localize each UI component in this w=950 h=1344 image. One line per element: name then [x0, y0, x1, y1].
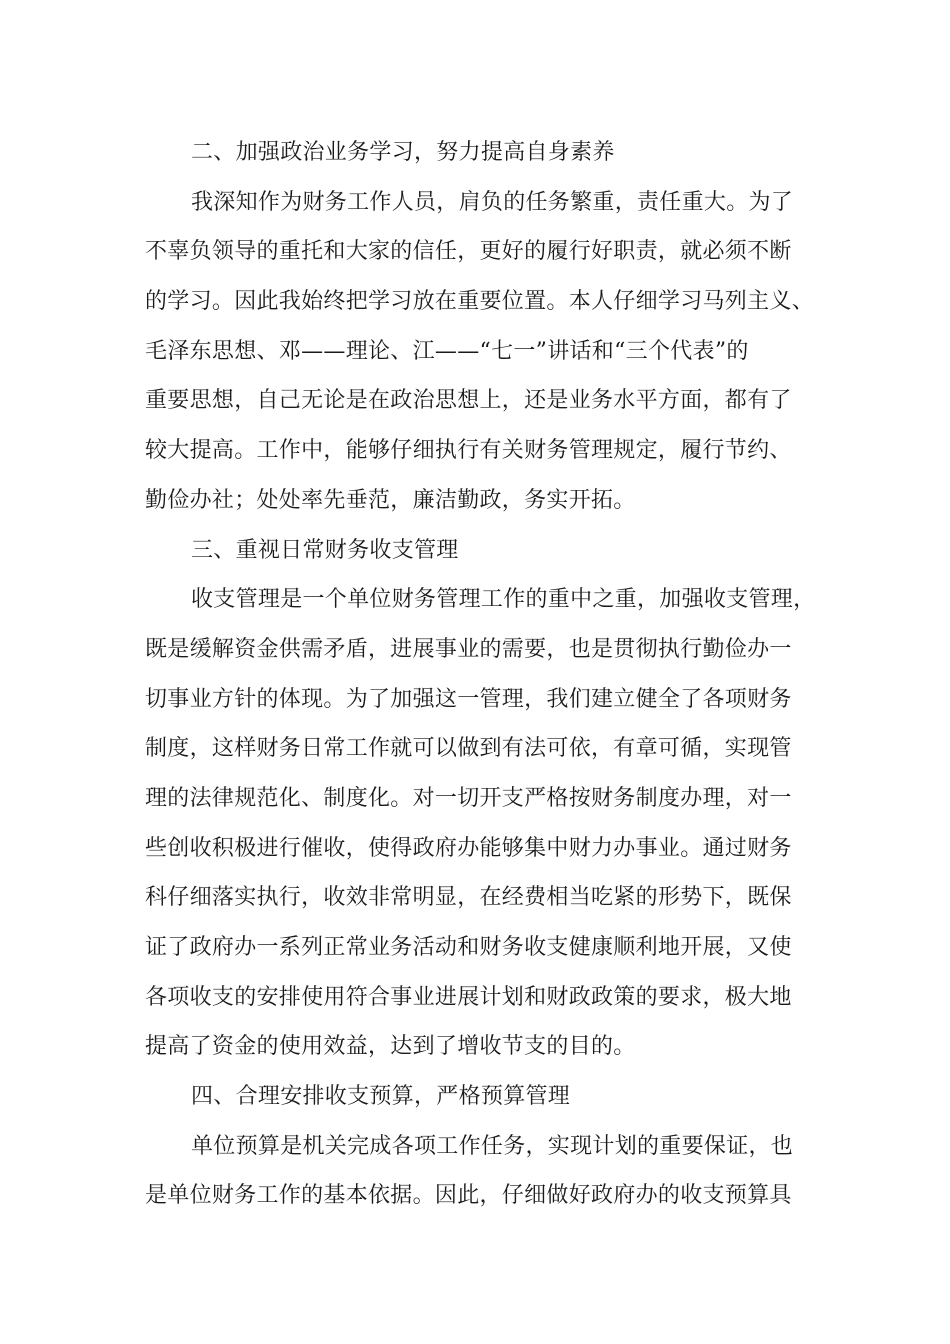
- text-line: 些创收积极进行催收，使得政府办能够集中财力办事业。通过财务: [145, 835, 792, 861]
- text-line: 提高了资金的使用效益，达到了增收节支的目的。: [145, 1034, 636, 1060]
- text-line: 我深知作为财务工作人员，肩负的任务繁重，责任重大。为了: [191, 189, 794, 215]
- text-line: 各项收支的安排使用符合事业进展计划和财政政策的要求，极大地: [145, 984, 792, 1010]
- text-line: 既是缓解资金供需矛盾，进展事业的需要，也是贯彻执行勤俭办一: [145, 636, 792, 662]
- text-line: 不辜负领导的重托和大家的信任，更好的履行好职责，就必须不断: [145, 239, 792, 265]
- text-line: 较大提高。工作中，能够仔细执行有关财务管理规定，履行节约、: [145, 438, 792, 464]
- text-line: 是单位财务工作的基本依据。因此，仔细做好政府办的收支预算具: [145, 1183, 792, 1209]
- text-line: 理的法律规范化、制度化。对一切开支严格按财务制度办理，对一: [145, 785, 792, 811]
- text-line: 科仔细落实执行，收效非常明显，在经费相当吃紧的形势下，既保: [145, 885, 792, 911]
- text-line: 单位预算是机关完成各项工作任务，实现计划的重要保证，也: [191, 1133, 794, 1159]
- text-line: 重要思想，自己无论是在政治思想上，还是业务水平方面，都有了: [145, 388, 792, 414]
- text-line: 勤俭办社；处处率先垂范，廉洁勤政，务实开拓。: [145, 487, 636, 513]
- text-line: 制度，这样财务日常工作就可以做到有法可依，有章可循，实现管: [145, 736, 792, 762]
- text-line: 证了政府办一系列正常业务活动和财务收支健康顺利地开展，又使: [145, 935, 792, 960]
- text-line: 收支管理是一个单位财务管理工作的重中之重，加强收支管理，: [191, 587, 816, 613]
- text-line: 的学习。因此我始终把学习放在重要位置。本人仔细学习马列主义、: [145, 289, 815, 315]
- text-line: 切事业方针的体现。为了加强这一管理，我们建立健全了各项财务: [145, 686, 792, 712]
- text-line: 二、加强政治业务学习，努力提高自身素养: [191, 140, 615, 165]
- text-line: 三、重视日常财务收支管理: [191, 537, 459, 563]
- text-line: 四、合理安排收支预算，严格预算管理: [191, 1084, 571, 1110]
- document-body: [145, 128, 825, 1221]
- text-line: 毛泽东思想、邓——理论、江——“七一”讲话和“三个代表”的: [145, 338, 749, 364]
